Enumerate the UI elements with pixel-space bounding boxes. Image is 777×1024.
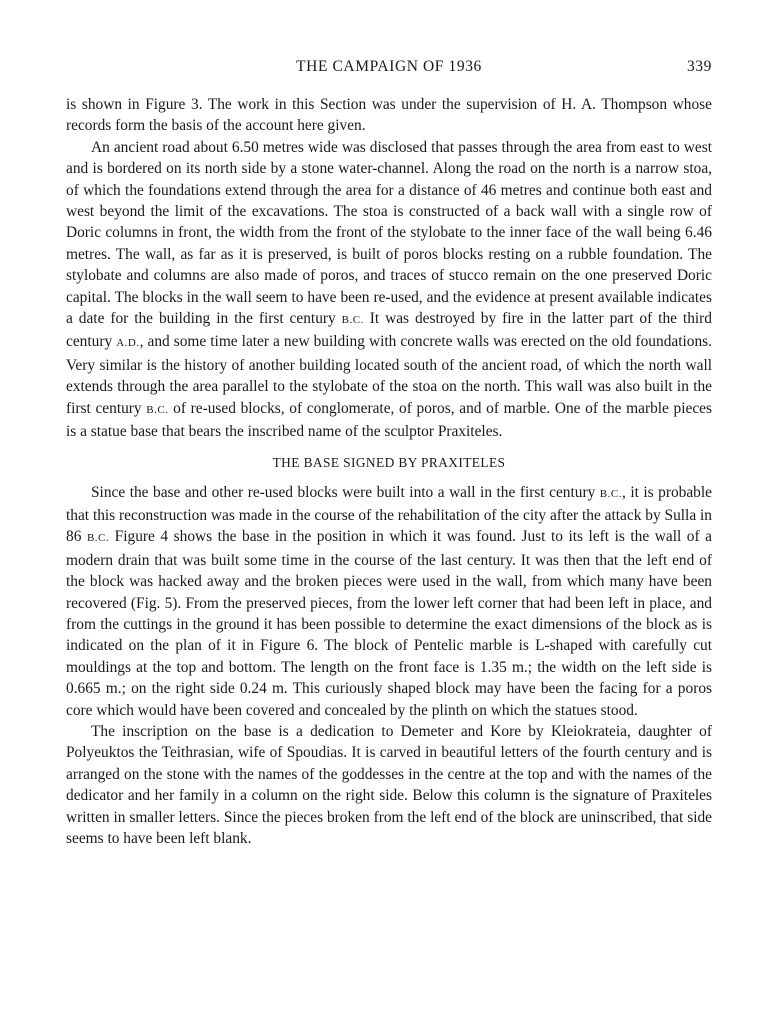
era-abbreviation: B.C. xyxy=(86,532,110,545)
text-run: It was destroyed by fire in the latter part of the third century xyxy=(66,310,712,351)
page-number: 339 xyxy=(686,58,712,75)
era-abbreviation: B.C. xyxy=(146,403,169,416)
era-abbreviation: A.D. xyxy=(116,337,140,350)
text-run: Since the base and other re-used blocks were built into a wall in the first century xyxy=(91,483,600,501)
text-run: of re-used blocks, of conglomerate, of poros, and of marble. One of the marble pieces is a statue base that bears the inscribed name of the sculptor Praxiteles. xyxy=(66,399,712,441)
body-text xyxy=(66,94,712,849)
era-abbreviation: B.C. xyxy=(341,314,364,327)
paragraph-continuation: is shown in Figure 3. The work in this Section was under the supervision of H. A. Thompson whose records form the basis of the account here given. xyxy=(66,96,712,135)
running-head xyxy=(66,58,712,80)
paragraph-base-history xyxy=(66,482,712,721)
text-run: An ancient road about 6.50 metres wide was disclosed that passes through the area from east to west and is bordered on its north side by a stone water-channel. Along the road on the north is a narrow stoa, of which the foundations extend through the area for a distance of 46 metres and continue both east and west beyond the limit of the excavations. The stoa is constructed of a back wall with a single row of Doric columns in front, the width from the front of the stylobate to the inner face of the wall being 6.46 metres. The wall, as far as it is preserved, is built of poros blocks resting on a rubble foundation. The stylobate and columns are also made of poros, and traces of stucco remain on the one preserved Doric capital. The blocks in the wall seem to have been re-used, and the evidence at present available indicates a date for the building in the first century xyxy=(66,138,712,328)
paragraph-inscription: The inscription on the base is a dedication to Demeter and Kore by Kleiokrateia, daughter of Polyeuktos the Teithrasian, wife of Spoudias. It is carved in beautiful letters of the fourth century and is arranged on the stone with the names of the goddesses in the centre at the top and with the names of the dedicator and her family in a column on the right side. Below this column is the signature of Praxiteles written in smaller letters. Since the pieces broken from the left end of the block are uninscribed, that side seems to have been left blank. xyxy=(66,722,712,847)
text-run: , it is probable that this reconstruction was made in the course of the rehabilitation of the city after the attack by Sulla in 86 xyxy=(66,483,712,546)
section-heading: THE BASE SIGNED BY PRAXITELES xyxy=(272,454,506,470)
text-run: Figure 4 shows the base in the position in which it was found. Just to its left is the wall of a modern drain that was built some time in the course of the last century. It was then that the left end of the block was hacked away and the broken pieces were used in the wall, from which many have been recovered (Fig. 5). From the preserved pieces, from the lower left corner that had been left in place, and from the cuttings in the ground it has been possible to determine the exact dimensions of the block as is indicated on the plan of it in Figure 6. The block of Pentelic marble is L-shaped with carefully cut mouldings at the top and bottom. The length on the front face is 1.35 m.; the width on the left side is 0.665 m.; on the right side 0.24 m. This curiously shaped block may have been the facing for a poros core which would have been covered and concealed by the plinth on which the statues stood. xyxy=(66,528,712,719)
era-abbreviation: B.C. xyxy=(599,487,622,500)
page xyxy=(66,58,712,849)
paragraph-ancient-road xyxy=(66,137,712,443)
running-title: THE CAMPAIGN OF 1936 xyxy=(296,58,482,75)
text-run: , and some time later a new building with concrete walls was erected on the old foundations. Very similar is the history of another building located south of the ancient road, of which the north wall extends through the area parallel to the stylobate of the stoa on the north. This wall was also built in the first century xyxy=(66,333,712,417)
